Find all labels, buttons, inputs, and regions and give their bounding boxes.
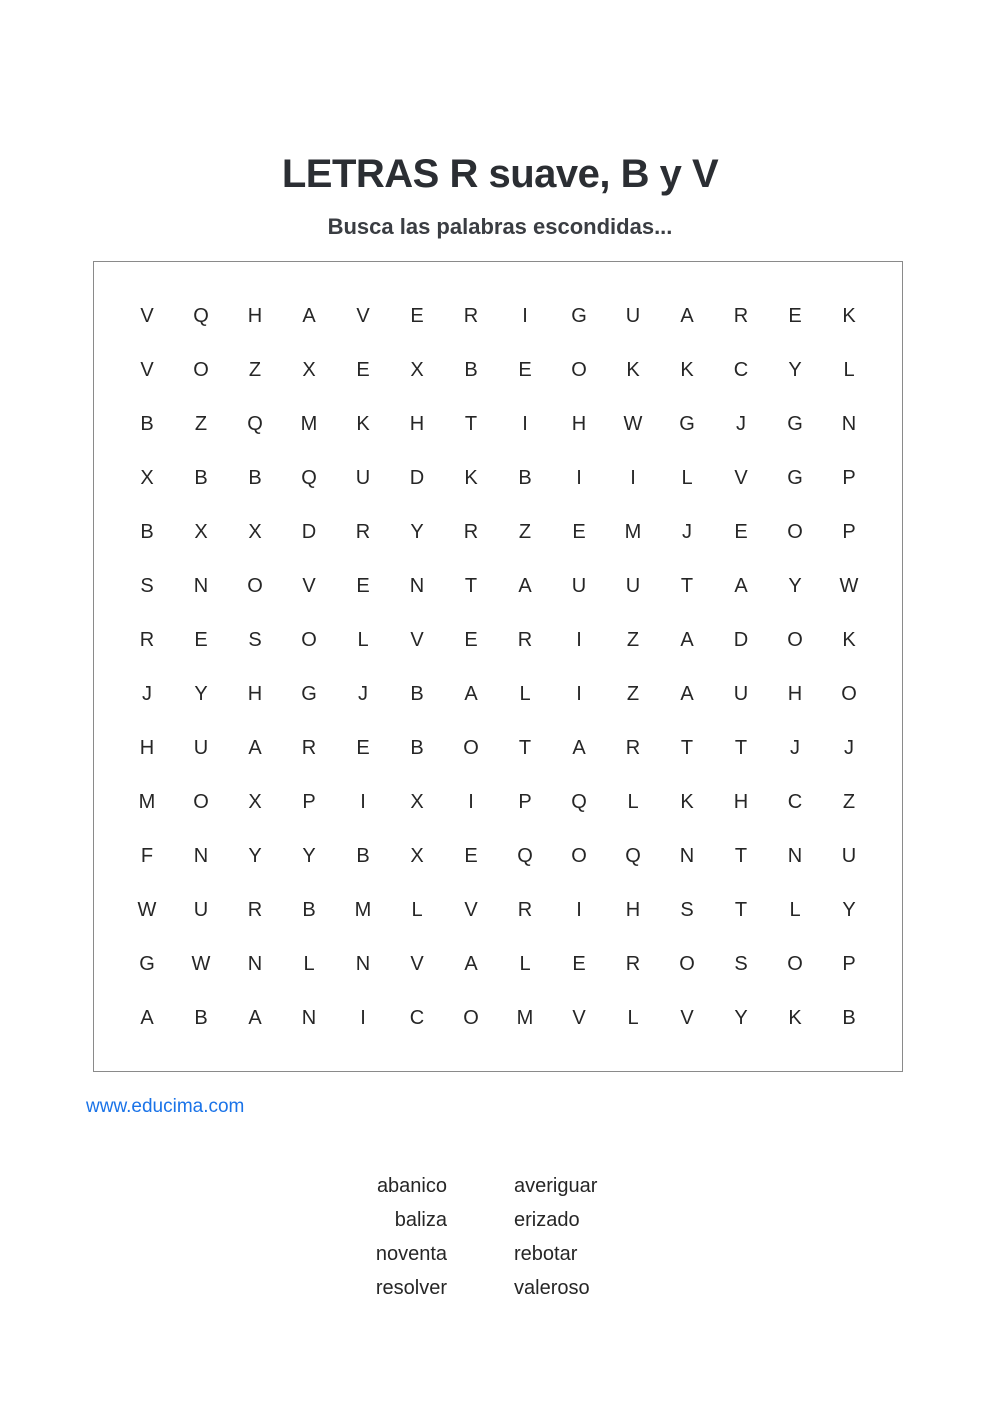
- grid-cell[interactable]: V: [572, 1006, 586, 1029]
- grid-cell[interactable]: K: [788, 1006, 802, 1029]
- grid-cell[interactable]: Y: [194, 682, 208, 705]
- grid-cell[interactable]: Q: [625, 844, 641, 867]
- grid-cell[interactable]: O: [679, 952, 695, 975]
- grid-cell[interactable]: V: [410, 952, 424, 975]
- grid-cell[interactable]: K: [626, 358, 640, 381]
- grid-cell[interactable]: D: [409, 466, 425, 489]
- grid-cell[interactable]: U: [625, 304, 641, 327]
- grid-cell[interactable]: J: [358, 682, 368, 705]
- grid-cell[interactable]: Y: [842, 898, 856, 921]
- grid-cell[interactable]: O: [193, 790, 209, 813]
- grid-cell[interactable]: I: [468, 790, 474, 813]
- grid-cell[interactable]: H: [571, 412, 587, 435]
- grid-cell[interactable]: V: [140, 304, 154, 327]
- grid-cell[interactable]: K: [356, 412, 370, 435]
- grid-cell[interactable]: H: [733, 790, 749, 813]
- grid-cell[interactable]: X: [194, 520, 208, 543]
- grid-cell[interactable]: R: [139, 628, 155, 651]
- grid-cell[interactable]: A: [680, 628, 694, 651]
- grid-cell[interactable]: Q: [301, 466, 317, 489]
- grid-cell[interactable]: A: [572, 736, 586, 759]
- word-list-item: averiguar: [514, 1175, 598, 1197]
- grid-cell[interactable]: L: [519, 952, 531, 975]
- grid-cell[interactable]: K: [842, 304, 856, 327]
- grid-cell[interactable]: G: [679, 412, 695, 435]
- grid-cell[interactable]: N: [841, 412, 857, 435]
- grid-cell[interactable]: P: [518, 790, 532, 813]
- word-list-item: resolver: [375, 1277, 447, 1299]
- grid-cell[interactable]: A: [680, 682, 694, 705]
- grid-cell[interactable]: S: [734, 952, 748, 975]
- grid-cell[interactable]: Y: [788, 574, 802, 597]
- grid-cell[interactable]: I: [576, 628, 582, 651]
- grid-cell[interactable]: G: [787, 412, 803, 435]
- grid-cell[interactable]: M: [516, 1006, 534, 1029]
- website-link[interactable]: www.educima.com: [86, 1096, 245, 1117]
- grid-cell[interactable]: P: [842, 952, 856, 975]
- grid-cell[interactable]: O: [463, 736, 479, 759]
- grid-cell[interactable]: X: [410, 790, 424, 813]
- word-list-item: abanico: [376, 1175, 447, 1197]
- grid-cell[interactable]: U: [193, 898, 209, 921]
- grid-cell[interactable]: O: [787, 952, 803, 975]
- grid-cell[interactable]: B: [356, 844, 370, 867]
- grid-cell[interactable]: B: [302, 898, 316, 921]
- grid-cell[interactable]: J: [682, 520, 692, 543]
- grid-cell[interactable]: V: [734, 466, 748, 489]
- grid-cell[interactable]: B: [842, 1006, 856, 1029]
- grid-cell[interactable]: O: [787, 520, 803, 543]
- grid-cell[interactable]: E: [194, 628, 208, 651]
- grid-cell[interactable]: K: [464, 466, 478, 489]
- grid-cell[interactable]: B: [410, 736, 424, 759]
- grid-cell[interactable]: E: [356, 736, 370, 759]
- grid-cell[interactable]: E: [464, 628, 478, 651]
- grid-cell[interactable]: T: [464, 574, 478, 597]
- grid-cell[interactable]: R: [463, 520, 479, 543]
- grid-cell[interactable]: R: [247, 898, 263, 921]
- grid-cell[interactable]: I: [360, 1006, 366, 1029]
- grid-cell[interactable]: V: [302, 574, 316, 597]
- grid-cell[interactable]: M: [138, 790, 156, 813]
- grid-cell[interactable]: B: [194, 1006, 208, 1029]
- grid-cell[interactable]: G: [787, 466, 803, 489]
- grid-cell[interactable]: C: [409, 1006, 425, 1029]
- word-list-item: valeroso: [514, 1277, 590, 1299]
- grid-cell[interactable]: Z: [248, 358, 262, 381]
- page-subtitle: Busca las palabras escondidas...: [327, 214, 673, 239]
- grid-cell[interactable]: Q: [247, 412, 263, 435]
- grid-cell[interactable]: L: [519, 682, 531, 705]
- grid-cell[interactable]: P: [302, 790, 316, 813]
- grid-cell[interactable]: B: [410, 682, 424, 705]
- grid-cell[interactable]: S: [248, 628, 262, 651]
- grid-cell[interactable]: T: [734, 736, 748, 759]
- grid-cell[interactable]: O: [787, 628, 803, 651]
- grid-cell[interactable]: A: [464, 682, 478, 705]
- grid-cell[interactable]: L: [789, 898, 801, 921]
- grid-cell[interactable]: V: [410, 628, 424, 651]
- grid-cell[interactable]: L: [681, 466, 693, 489]
- grid-cell[interactable]: R: [733, 304, 749, 327]
- grid-cell[interactable]: B: [194, 466, 208, 489]
- grid-cell[interactable]: Z: [842, 790, 856, 813]
- grid-cell[interactable]: V: [680, 1006, 694, 1029]
- grid-cell[interactable]: I: [576, 466, 582, 489]
- grid-cell[interactable]: Y: [410, 520, 424, 543]
- grid-cell[interactable]: B: [518, 466, 532, 489]
- grid-cell[interactable]: R: [625, 736, 641, 759]
- word-list-item: rebotar: [514, 1243, 578, 1265]
- grid-cell[interactable]: A: [680, 304, 694, 327]
- grid-cell[interactable]: U: [733, 682, 749, 705]
- grid-cell[interactable]: V: [464, 898, 478, 921]
- word-list-right: [514, 1172, 597, 1308]
- grid-cell[interactable]: U: [841, 844, 857, 867]
- grid-cell[interactable]: H: [409, 412, 425, 435]
- grid-cell[interactable]: E: [734, 520, 748, 543]
- grid-cell[interactable]: M: [354, 898, 372, 921]
- grid-cell[interactable]: A: [518, 574, 532, 597]
- grid-cell[interactable]: R: [355, 520, 371, 543]
- grid-cell[interactable]: P: [842, 520, 856, 543]
- grid-cell[interactable]: Q: [193, 304, 209, 327]
- word-list-item: baliza: [394, 1209, 447, 1231]
- grid-cell[interactable]: A: [464, 952, 478, 975]
- grid-cell[interactable]: H: [787, 682, 803, 705]
- grid-cell[interactable]: U: [193, 736, 209, 759]
- grid-cell[interactable]: U: [625, 574, 641, 597]
- grid-cell[interactable]: X: [302, 358, 316, 381]
- grid-cell[interactable]: W: [839, 574, 859, 597]
- grid-cell[interactable]: Z: [626, 682, 640, 705]
- grid-cell[interactable]: L: [357, 628, 369, 651]
- grid-cell[interactable]: P: [842, 466, 856, 489]
- grid-cell[interactable]: N: [409, 574, 425, 597]
- grid-cell[interactable]: Q: [571, 790, 587, 813]
- grid-cell[interactable]: K: [680, 790, 694, 813]
- grid-cell[interactable]: N: [247, 952, 263, 975]
- grid-cell[interactable]: I: [576, 682, 582, 705]
- grid-cell[interactable]: N: [193, 574, 209, 597]
- word-list-item: noventa: [375, 1243, 447, 1265]
- grid-cell[interactable]: T: [464, 412, 478, 435]
- grid-cell[interactable]: J: [844, 736, 854, 759]
- grid-cell[interactable]: N: [355, 952, 371, 975]
- grid-cell[interactable]: E: [410, 304, 424, 327]
- grid-cell[interactable]: C: [787, 790, 803, 813]
- grid-cell[interactable]: D: [301, 520, 317, 543]
- word-list-item: erizado: [514, 1209, 580, 1231]
- grid-cell[interactable]: Y: [734, 1006, 748, 1029]
- grid-cell[interactable]: M: [624, 520, 642, 543]
- grid-cell[interactable]: R: [625, 952, 641, 975]
- grid-cell[interactable]: M: [300, 412, 318, 435]
- grid-cell[interactable]: Y: [302, 844, 316, 867]
- grid-cell[interactable]: I: [630, 466, 636, 489]
- grid-cell[interactable]: K: [680, 358, 694, 381]
- grid-cell[interactable]: U: [355, 466, 371, 489]
- grid-cell[interactable]: A: [302, 304, 316, 327]
- grid-cell[interactable]: O: [463, 1006, 479, 1029]
- grid-cell[interactable]: R: [517, 898, 533, 921]
- grid-cell[interactable]: W: [623, 412, 643, 435]
- grid-cell[interactable]: X: [410, 844, 424, 867]
- grid-cell[interactable]: T: [518, 736, 532, 759]
- grid-cell[interactable]: I: [522, 412, 528, 435]
- grid-cell[interactable]: T: [734, 898, 748, 921]
- grid-cell[interactable]: I: [522, 304, 528, 327]
- grid-cell[interactable]: R: [463, 304, 479, 327]
- grid-cell[interactable]: H: [247, 682, 263, 705]
- grid-cell[interactable]: E: [356, 574, 370, 597]
- grid-cell[interactable]: Z: [518, 520, 532, 543]
- grid-cell[interactable]: S: [140, 574, 154, 597]
- grid-cell[interactable]: T: [734, 844, 748, 867]
- grid-cell[interactable]: J: [790, 736, 800, 759]
- grid-cell[interactable]: L: [627, 1006, 639, 1029]
- grid-cell[interactable]: L: [843, 358, 855, 381]
- grid-cell[interactable]: E: [572, 952, 586, 975]
- grid-cell[interactable]: S: [680, 898, 694, 921]
- grid-cell[interactable]: H: [247, 304, 263, 327]
- grid-cell[interactable]: V: [140, 358, 154, 381]
- grid-cell[interactable]: N: [301, 1006, 317, 1029]
- grid-cell[interactable]: O: [193, 358, 209, 381]
- grid-cell[interactable]: W: [137, 898, 157, 921]
- grid-cell[interactable]: Z: [626, 628, 640, 651]
- grid-cell[interactable]: Q: [517, 844, 533, 867]
- grid-cell[interactable]: B: [464, 358, 478, 381]
- grid-cell[interactable]: V: [356, 304, 370, 327]
- grid-cell[interactable]: Y: [248, 844, 262, 867]
- grid-cell[interactable]: X: [140, 466, 154, 489]
- grid-cell[interactable]: A: [248, 736, 262, 759]
- grid-cell[interactable]: Y: [788, 358, 802, 381]
- grid-cell[interactable]: G: [139, 952, 155, 975]
- grid-cell[interactable]: L: [627, 790, 639, 813]
- grid-cell[interactable]: J: [736, 412, 746, 435]
- grid-cell[interactable]: B: [140, 412, 154, 435]
- grid-cell[interactable]: W: [191, 952, 211, 975]
- grid-cell[interactable]: H: [139, 736, 155, 759]
- grid-cell[interactable]: A: [248, 1006, 262, 1029]
- grid-cell[interactable]: X: [248, 520, 262, 543]
- grid-cell[interactable]: O: [841, 682, 857, 705]
- grid-cell[interactable]: G: [571, 304, 587, 327]
- grid-cell[interactable]: I: [576, 898, 582, 921]
- grid-cell[interactable]: U: [571, 574, 587, 597]
- grid-cell[interactable]: R: [517, 628, 533, 651]
- grid-cell[interactable]: E: [518, 358, 532, 381]
- grid-cell[interactable]: O: [571, 844, 587, 867]
- grid-cell[interactable]: E: [788, 304, 802, 327]
- grid-cell[interactable]: A: [140, 1006, 154, 1029]
- grid-cell[interactable]: C: [733, 358, 749, 381]
- grid-cell[interactable]: R: [301, 736, 317, 759]
- grid-cell[interactable]: Z: [194, 412, 208, 435]
- grid-cell[interactable]: N: [787, 844, 803, 867]
- grid-cell[interactable]: L: [411, 898, 423, 921]
- grid-cell[interactable]: N: [193, 844, 209, 867]
- grid-cell[interactable]: H: [625, 898, 641, 921]
- grid-cell[interactable]: G: [301, 682, 317, 705]
- grid-cell[interactable]: E: [572, 520, 586, 543]
- grid-cell[interactable]: D: [733, 628, 749, 651]
- grid-cell[interactable]: A: [734, 574, 748, 597]
- grid-cell[interactable]: O: [247, 574, 263, 597]
- grid-cell[interactable]: K: [842, 628, 856, 651]
- page-title: LETRAS R suave, B y V: [281, 152, 719, 196]
- grid-cell[interactable]: E: [356, 358, 370, 381]
- grid-cell[interactable]: O: [301, 628, 317, 651]
- word-list-left: [376, 1172, 447, 1308]
- grid-cell[interactable]: T: [680, 736, 694, 759]
- grid-cell[interactable]: N: [679, 844, 695, 867]
- grid-cell[interactable]: I: [360, 790, 366, 813]
- grid-cell[interactable]: O: [571, 358, 587, 381]
- grid-cell[interactable]: X: [248, 790, 262, 813]
- grid-cell[interactable]: E: [464, 844, 478, 867]
- grid-cell[interactable]: L: [303, 952, 315, 975]
- grid-cell[interactable]: B: [248, 466, 262, 489]
- letter-grid: [120, 289, 876, 1045]
- grid-cell[interactable]: T: [680, 574, 694, 597]
- grid-cell[interactable]: J: [142, 682, 152, 705]
- grid-cell[interactable]: X: [410, 358, 424, 381]
- grid-cell[interactable]: F: [140, 844, 154, 867]
- grid-cell[interactable]: B: [140, 520, 154, 543]
